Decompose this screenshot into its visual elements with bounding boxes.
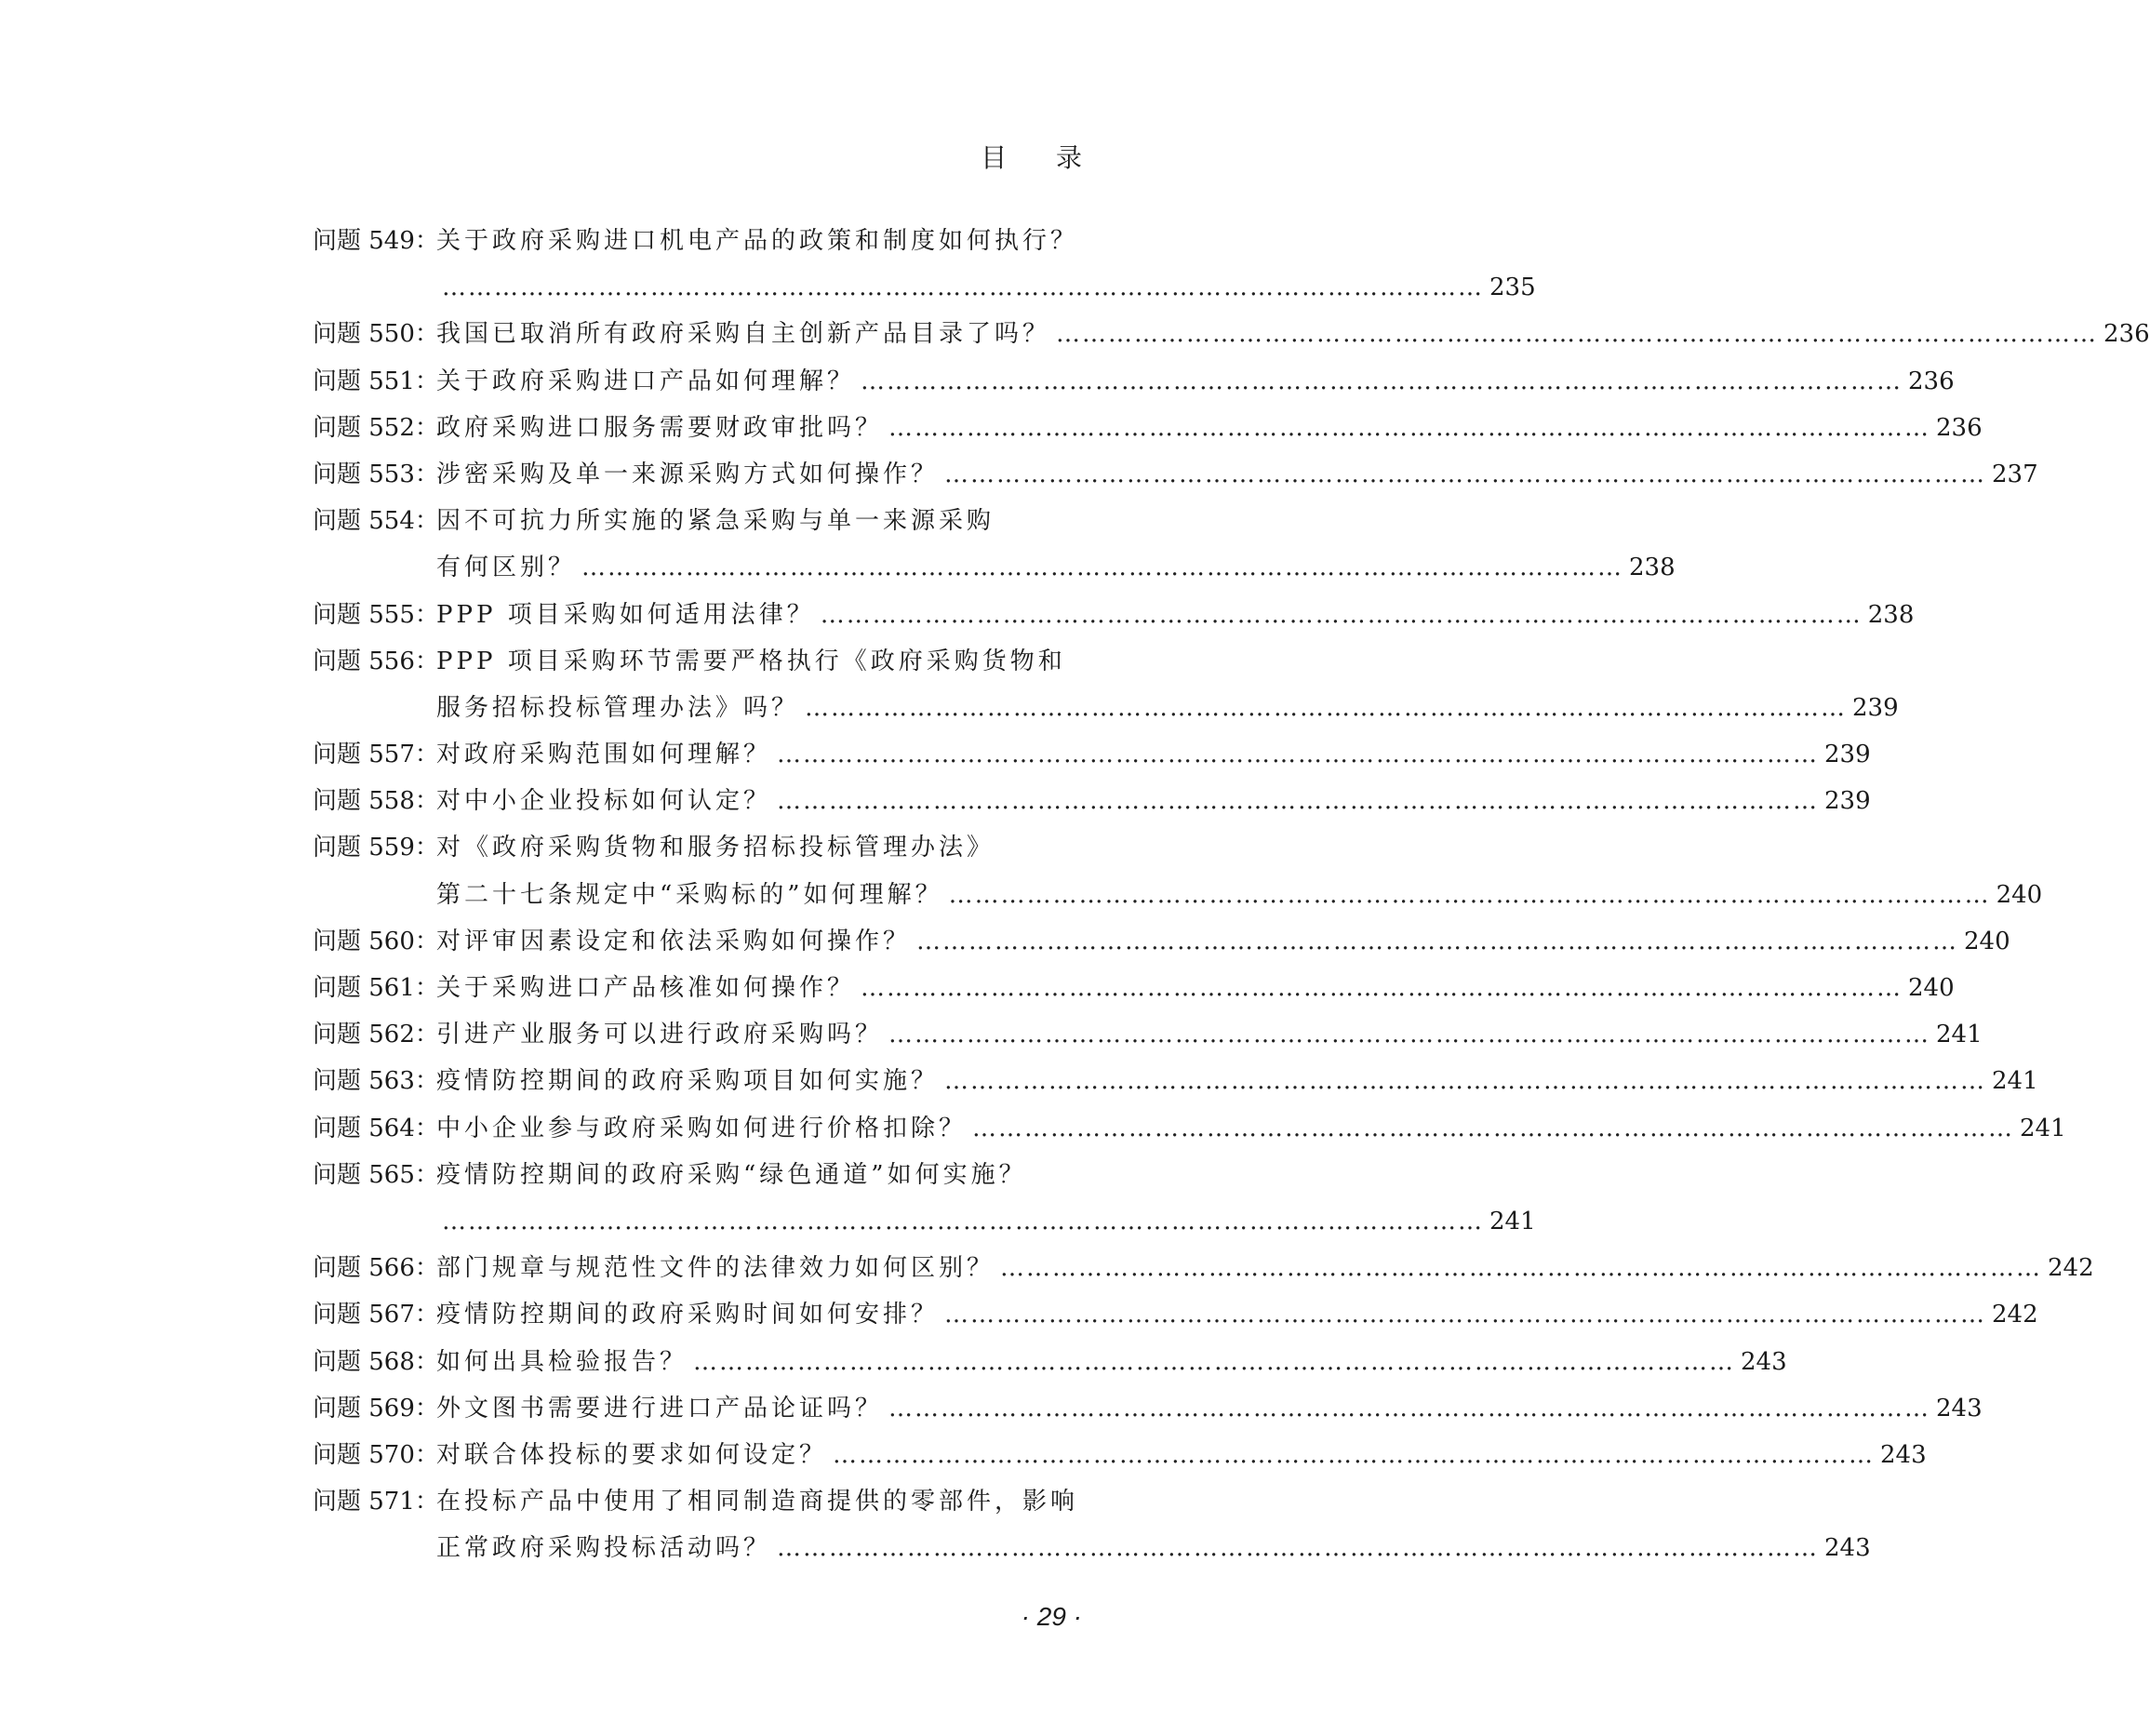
question-number: 问题 557：	[313, 741, 439, 769]
page-number: · 29 ·	[1021, 1602, 1082, 1631]
entry-title: 对《政府采购货物和服务招标投标管理办法》	[436, 834, 995, 862]
page-ref: 243	[1824, 1534, 1871, 1563]
toc-line	[313, 1339, 1787, 1385]
question-number: 问题 560：	[313, 927, 439, 955]
entry-title: 部门规章与规范性文件的法律效力如何区别？	[436, 1254, 995, 1283]
toc-line	[313, 592, 1915, 638]
entry-title: 涉密采购及单一来源采购方式如何操作？	[436, 460, 940, 488]
toc-entry[interactable]	[313, 451, 2038, 498]
toc-line	[313, 1198, 1536, 1245]
page-ref: 240	[1964, 927, 2010, 955]
dot-leader: …………………………………………………………………………………………………………	[693, 1347, 1736, 1376]
dot-leader: …………………………………………………………………………………………………………	[861, 367, 1903, 395]
question-number: 问题 565：	[313, 1160, 439, 1189]
toc-entry[interactable]	[313, 918, 2010, 965]
dot-leader: …………………………………………………………………………………………………………	[861, 974, 1903, 1002]
toc-line	[313, 1478, 1099, 1525]
toc-line	[313, 1152, 1099, 1198]
entry-title: 引进产业服务可以进行政府采购吗？	[436, 1021, 884, 1049]
page-ref: 237	[1992, 460, 2038, 488]
question-number: 问题 554：	[313, 507, 439, 536]
page-ref: 243	[1936, 1394, 1983, 1422]
table-of-contents	[313, 218, 2150, 1571]
toc-line	[313, 1058, 2038, 1104]
dot-leader: …………………………………………………………………………………………………………	[944, 1301, 1987, 1329]
toc-entry[interactable]	[313, 1245, 2094, 1291]
page-ref: 240	[1996, 880, 2043, 909]
toc-line	[313, 1291, 2038, 1338]
question-number: 问题 566：	[313, 1254, 439, 1283]
dot-leader: …………………………………………………………………………………………………………	[442, 1207, 1484, 1235]
dot-leader: …………………………………………………………………………………………………………	[888, 1021, 1931, 1049]
toc-line	[313, 918, 2010, 965]
toc-entry[interactable]	[313, 405, 1983, 451]
page-ref: 238	[1629, 554, 1676, 582]
entry-title: 正常政府采购投标活动吗？	[436, 1534, 772, 1563]
entry-title: 对政府采购范围如何理解？	[436, 741, 772, 769]
running-header: 目 录	[981, 142, 1102, 173]
toc-entry[interactable]	[313, 311, 2150, 357]
toc-line	[313, 638, 1099, 685]
dot-leader: …………………………………………………………………………………………………………	[833, 1440, 1876, 1469]
entry-title: 如何出具检验报告？	[436, 1347, 688, 1376]
entry-title: 政府采购进口服务需要财政审批吗？	[436, 413, 884, 442]
entry-title: 有何区别？	[436, 554, 577, 582]
toc-entry[interactable]	[313, 218, 1536, 311]
question-number: 问题 561：	[313, 974, 439, 1002]
dot-leader: …………………………………………………………………………………………………………	[777, 1534, 1820, 1563]
entry-title: 服务招标投标管理办法》吗？	[436, 693, 800, 722]
toc-line	[313, 451, 2038, 498]
toc-entry[interactable]	[313, 1105, 2066, 1152]
toc-line	[313, 1011, 1983, 1058]
dot-leader: …………………………………………………………………………………………………………	[1000, 1254, 2043, 1283]
toc-entry[interactable]	[313, 358, 1955, 405]
dot-leader: …………………………………………………………………………………………………………	[944, 460, 1987, 488]
entry-title: 我国已取消所有政府采购自主创新产品目录了吗？	[436, 320, 1051, 349]
question-number: 问题 552：	[313, 413, 439, 442]
entry-title: 关于采购进口产品核准如何操作？	[436, 974, 856, 1002]
page-ref: 241	[1936, 1021, 1983, 1049]
toc-entry[interactable]	[313, 965, 1955, 1011]
entry-title: 在投标产品中使用了相同制造商提供的零部件，影响	[436, 1488, 1079, 1516]
entry-title: 疫情防控期间的政府采购“绿色通道”如何实施？	[436, 1160, 1027, 1189]
dot-leader: …………………………………………………………………………………………………………	[948, 880, 1991, 909]
question-number: 问题 559：	[313, 834, 439, 862]
entry-title: 疫情防控期间的政府采购时间如何安排？	[436, 1301, 940, 1329]
toc-entry[interactable]	[313, 1432, 1927, 1478]
question-number: 问题 549：	[313, 227, 439, 255]
entry-title: 第二十七条规定中“采购标的”如何理解？	[436, 880, 943, 909]
toc-line	[313, 498, 1099, 544]
question-number: 问题 558：	[313, 787, 439, 816]
question-number: 问题 571：	[313, 1488, 439, 1516]
entry-title: 对中小企业投标如何认定？	[436, 787, 772, 816]
toc-line	[313, 544, 1676, 591]
toc-line	[313, 358, 1955, 405]
entry-title: 对评审因素设定和依法采购如何操作？	[436, 927, 912, 955]
page-ref: 239	[1852, 693, 1899, 722]
toc-line	[313, 824, 1099, 871]
toc-entry[interactable]	[313, 1478, 1871, 1571]
toc-entry[interactable]	[313, 1058, 2038, 1104]
question-number: 问题 555：	[313, 600, 439, 629]
toc-entry[interactable]	[313, 1011, 1983, 1058]
page-ref: 236	[2103, 320, 2150, 349]
toc-line	[313, 264, 1536, 311]
question-number: 问题 569：	[313, 1394, 439, 1422]
entry-title: PPP 项目采购如何适用法律？	[436, 600, 815, 629]
toc-line	[313, 872, 2043, 918]
question-number: 问题 567：	[313, 1301, 439, 1329]
page-ref: 236	[1908, 367, 1955, 395]
question-number: 问题 568：	[313, 1347, 439, 1376]
dot-leader: …………………………………………………………………………………………………………	[972, 1114, 2015, 1142]
question-number: 问题 564：	[313, 1114, 439, 1142]
toc-line	[313, 1525, 1871, 1571]
page-ref: 239	[1824, 741, 1871, 769]
entry-title: 疫情防控期间的政府采购项目如何实施？	[436, 1067, 940, 1096]
toc-entry[interactable]	[313, 824, 2043, 917]
toc-line	[313, 685, 1899, 731]
dot-leader: …………………………………………………………………………………………………………	[805, 693, 1848, 722]
page-ref: 241	[1992, 1067, 2038, 1096]
entry-title: 关于政府采购进口机电产品的政策和制度如何执行？	[436, 227, 1079, 255]
question-number: 问题 562：	[313, 1021, 439, 1049]
dot-leader: …………………………………………………………………………………………………………	[888, 1394, 1931, 1422]
page-ref: 242	[2048, 1254, 2094, 1283]
dot-leader: …………………………………………………………………………………………………………	[581, 554, 1624, 582]
question-number: 问题 570：	[313, 1440, 439, 1469]
toc-line	[313, 731, 1871, 778]
page-ref: 241	[1489, 1207, 1536, 1235]
question-number: 问题 550：	[313, 320, 439, 349]
toc-line	[313, 1432, 1927, 1478]
dot-leader: …………………………………………………………………………………………………………	[777, 741, 1820, 769]
toc-line	[313, 1105, 2066, 1152]
dot-leader: …………………………………………………………………………………………………………	[1056, 320, 2099, 349]
question-number: 问题 551：	[313, 367, 439, 395]
entry-title: 中小企业参与政府采购如何进行价格扣除？	[436, 1114, 968, 1142]
entry-title: 因不可抗力所实施的紧急采购与单一来源采购	[436, 507, 995, 536]
toc-line	[313, 1245, 2094, 1291]
entry-title: 外文图书需要进行进口产品论证吗？	[436, 1394, 884, 1422]
page-ref: 239	[1824, 787, 1871, 816]
dot-leader: …………………………………………………………………………………………………………	[442, 274, 1484, 302]
toc-entry[interactable]	[313, 778, 1871, 824]
page-ref: 242	[1992, 1301, 2038, 1329]
toc-entry[interactable]	[313, 638, 1899, 731]
page-ref: 241	[2020, 1114, 2066, 1142]
toc-entry[interactable]	[313, 498, 1676, 591]
toc-entry[interactable]	[313, 1152, 1536, 1245]
dot-leader: …………………………………………………………………………………………………………	[944, 1067, 1987, 1096]
page-ref: 243	[1741, 1347, 1787, 1376]
toc-line	[313, 405, 1983, 451]
dot-leader: …………………………………………………………………………………………………………	[820, 600, 1863, 629]
toc-entry[interactable]	[313, 1339, 1787, 1385]
entry-title: 关于政府采购进口产品如何理解？	[436, 367, 856, 395]
page-ref: 236	[1936, 413, 1983, 442]
toc-line	[313, 311, 2150, 357]
page-ref: 240	[1908, 974, 1955, 1002]
dot-leader: …………………………………………………………………………………………………………	[916, 927, 1959, 955]
toc-entry[interactable]	[313, 1291, 2038, 1338]
toc-entry[interactable]	[313, 592, 1915, 638]
dot-leader: …………………………………………………………………………………………………………	[888, 413, 1931, 442]
toc-line	[313, 218, 1099, 264]
toc-entry[interactable]	[313, 1385, 1983, 1432]
page-ref: 238	[1867, 600, 1915, 629]
page-ref: 243	[1880, 1440, 1927, 1469]
dot-leader: …………………………………………………………………………………………………………	[777, 787, 1820, 816]
entry-title: PPP 项目采购环节需要严格执行《政府采购货物和	[436, 647, 1066, 675]
toc-line	[313, 1385, 1983, 1432]
question-number: 问题 563：	[313, 1067, 439, 1096]
question-number: 问题 553：	[313, 460, 439, 488]
toc-line	[313, 778, 1871, 824]
entry-title: 对联合体投标的要求如何设定？	[436, 1440, 828, 1469]
question-number: 问题 556：	[313, 647, 439, 675]
toc-entry[interactable]	[313, 731, 1871, 778]
page-ref: 235	[1489, 274, 1536, 302]
toc-line	[313, 965, 1955, 1011]
